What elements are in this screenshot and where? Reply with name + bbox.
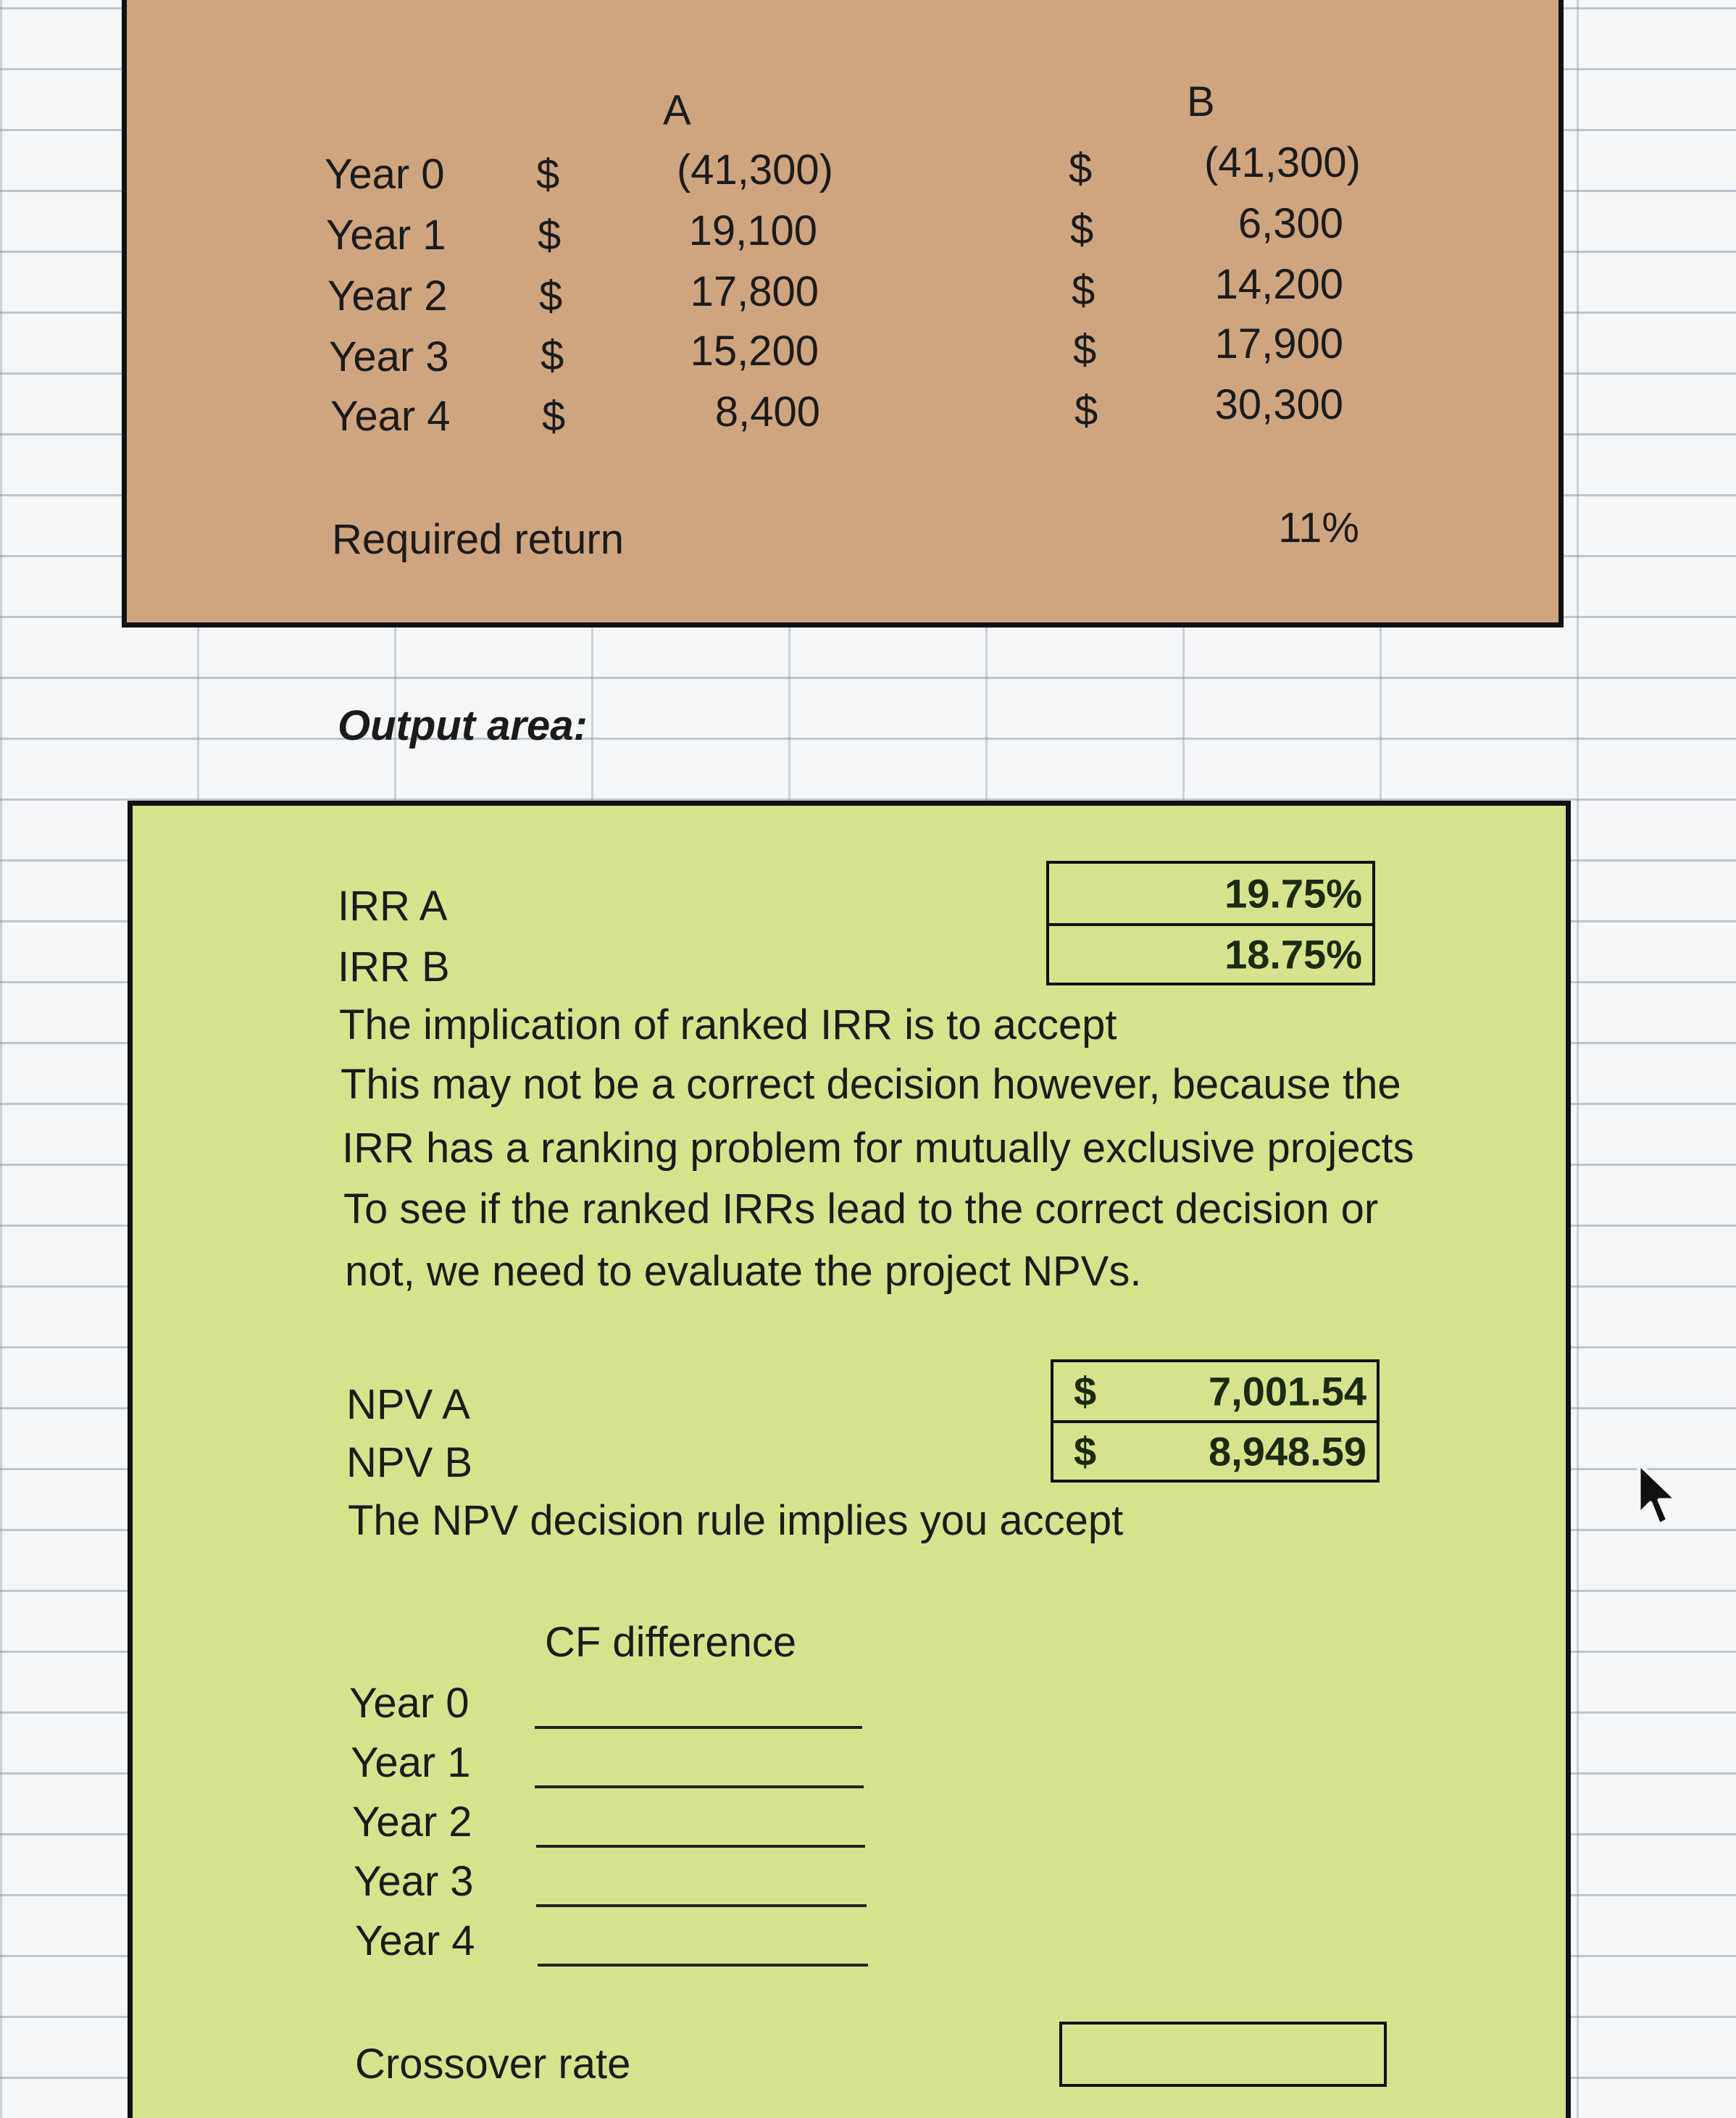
currency-symbol: $ <box>1073 326 1097 373</box>
currency-symbol: $ <box>1072 267 1096 314</box>
project-b-cash-flow[interactable]: 6,300 <box>1238 200 1343 247</box>
required-return-label: Required return <box>332 516 624 563</box>
irr-b-value: 18.75% <box>1224 931 1362 977</box>
irr-a-cell[interactable] <box>1046 861 1375 926</box>
npv-a-label: NPV A <box>346 1381 470 1428</box>
currency-symbol: $ <box>1070 206 1094 253</box>
explanation-text-line: To see if the ranked IRRs lead to the correct decision or <box>343 1185 1379 1233</box>
npv-b-value: 8,948.59 <box>1209 1428 1366 1475</box>
mouse-pointer-icon <box>1635 1461 1685 1530</box>
cf-year-label: Year 0 <box>349 1680 470 1727</box>
irr-a-label: IRR A <box>338 883 448 930</box>
npv-b-label: NPV B <box>346 1439 473 1486</box>
project-a-cash-flow[interactable]: 15,200 <box>690 328 819 375</box>
cash-flow-year-label: Year 1 <box>326 212 446 259</box>
cash-flow-year-label: Year 4 <box>330 393 451 440</box>
cf-year-label: Year 1 <box>351 1739 471 1786</box>
currency-symbol: $ <box>1074 387 1098 434</box>
cf-difference-input[interactable] <box>535 1726 862 1729</box>
currency-symbol: $ <box>542 393 566 440</box>
crossover-rate-label: Crossover rate <box>355 2040 631 2088</box>
currency-symbol: $ <box>538 212 562 259</box>
cf-year-label: Year 4 <box>355 1917 475 1964</box>
currency-symbol: $ <box>1069 145 1093 192</box>
npv-b-cell[interactable] <box>1051 1420 1380 1483</box>
npv-a-value: 7,001.54 <box>1209 1368 1366 1414</box>
cf-difference-input[interactable] <box>538 1964 868 1967</box>
npv-a-cell[interactable] <box>1051 1359 1380 1423</box>
cf-difference-input[interactable] <box>536 1845 865 1848</box>
explanation-text-line: This may not be a correct decision however, because the <box>341 1061 1401 1108</box>
required-return-value[interactable]: 11% <box>1278 504 1359 551</box>
irr-a-value: 19.75% <box>1224 870 1362 917</box>
npv-b-currency: $ <box>1074 1428 1097 1475</box>
explanation-text-line: not, we need to evaluate the project NPVs. <box>345 1248 1142 1295</box>
npv-decision-rule-text: The NPV decision rule implies you accept <box>348 1497 1124 1544</box>
project-a-cash-flow[interactable]: 8,400 <box>714 388 820 435</box>
currency-symbol: $ <box>541 332 564 379</box>
cash-flow-year-label: Year 2 <box>327 272 448 320</box>
cf-difference-input[interactable] <box>536 1904 867 1907</box>
project-a-cash-flow[interactable]: 17,800 <box>690 268 819 315</box>
column-b-header: B <box>1187 78 1215 125</box>
cash-flow-year-label: Year 0 <box>325 151 445 198</box>
output-area-label: Output area: <box>338 702 588 749</box>
irr-b-cell[interactable] <box>1046 923 1375 985</box>
irr-b-label: IRR B <box>338 943 450 991</box>
currency-symbol: $ <box>539 272 563 320</box>
cash-flow-year-label: Year 3 <box>329 333 449 380</box>
cf-year-label: Year 3 <box>354 1858 474 1905</box>
crossover-rate-cell[interactable] <box>1059 2022 1387 2087</box>
project-b-cash-flow[interactable]: 14,200 <box>1214 261 1343 308</box>
currency-symbol: $ <box>536 151 560 198</box>
project-b-cash-flow[interactable]: 30,300 <box>1214 381 1343 428</box>
project-b-cash-flow[interactable]: 17,900 <box>1214 320 1343 367</box>
project-a-cash-flow[interactable]: (41,300) <box>676 146 833 193</box>
irr-implication-text: The implication of ranked IRR is to accept <box>339 1001 1117 1048</box>
column-a-header: A <box>663 87 691 134</box>
cf-year-label: Year 2 <box>352 1798 472 1846</box>
npv-a-currency: $ <box>1074 1368 1097 1414</box>
cf-difference-header: CF difference <box>545 1619 797 1666</box>
explanation-text-line: IRR has a ranking problem for mutually exclusive projects <box>342 1125 1414 1172</box>
project-b-cash-flow[interactable]: (41,300) <box>1203 139 1361 186</box>
cf-difference-input[interactable] <box>535 1785 864 1788</box>
project-a-cash-flow[interactable]: 19,100 <box>688 207 817 254</box>
